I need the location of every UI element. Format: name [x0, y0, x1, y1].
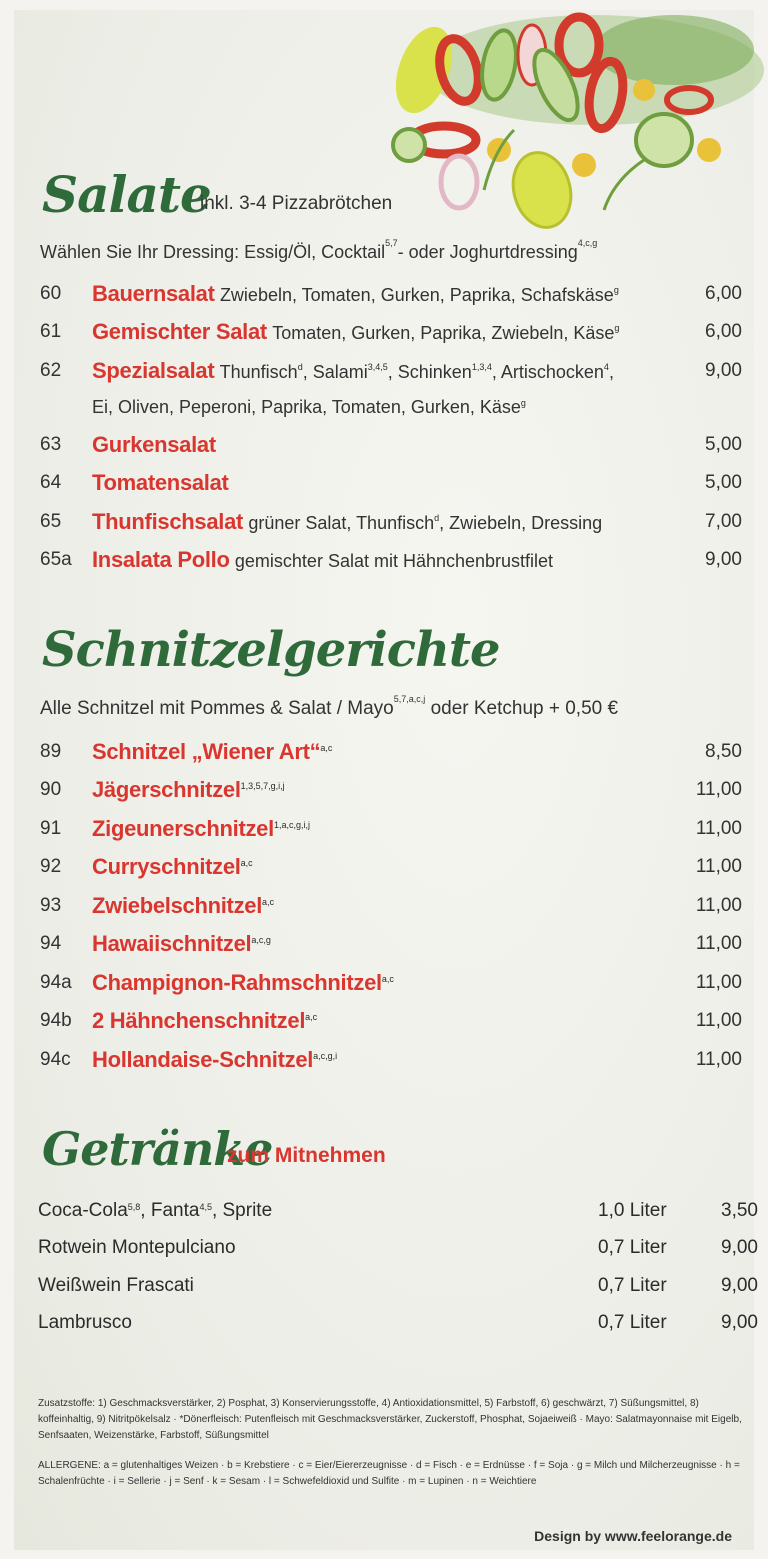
menu-item: 63 Gurkensalat 5,00 [40, 432, 742, 457]
salate-subtitle: inkl. 3-4 Pizzabrötchen [200, 193, 393, 214]
dressing-line: Wählen Sie Ihr Dressing: Essig/Öl, Cocktail$^{5,7}$- oder Joghurtdressing$^{4,c,g}$ [40, 238, 598, 262]
menu-item: 90 Jägerschnitzel$^{1,3,5,7,g,i,j}$ 11,00 [40, 777, 742, 802]
menu-item: 93 Zwiebelschnitzel$^{a,c}$ 11,00 [40, 893, 742, 918]
getraenke-subtitle: zum Mitnehmen [227, 1144, 386, 1167]
zusatzstoffe-note: Zusatzstoffe: 1) Geschmacksverstärker, 2) Posphat, 3) Konservierungsstoffe, 4) Antioxidationsmittel, 5) Farbstoff, 6) geschwärzt, 7) Süßungsmittel, 8) koffeinhaltig, 9) Nitritpökelsalz · *Dönerfleisch: Putenfleisch mit Geschmacksverstärker, Zuckerstoff, Phosphat, Sojaeiweiß · Mayo: Salatmayonnaise mit Eigelb, Senfsaaten, Weizenstärke, Farbstoff, Süßungsmittel [38, 1398, 742, 1441]
vegetables-illustration [344, 10, 764, 235]
menu-item: 92 Curryschnitzel$^{a,c}$ 11,00 [40, 854, 742, 879]
menu-item: 62 Spezialsalat Thunfisch$^d$, Salami$^{3,4,5}$, Schinken$^{1,3,4}$, Artischocken$^4$, 9,00 [40, 358, 742, 383]
menu-item: 65a Insalata Pollo gemischter Salat mit Hähnchenbrustfilet 9,00 [40, 547, 742, 572]
menu-item: 61 Gemischter Salat Tomaten, Gurken, Paprika, Zwiebeln, Käse$^g$ 6,00 [40, 319, 742, 344]
menu-item: 94 Hawaiischnitzel$^{a,c,g}$ 11,00 [40, 931, 742, 956]
drink-item: Lambrusco 0,7 Liter 9,00 [38, 1312, 758, 1333]
menu-item: 65 Thunfischsalat grüner Salat, Thunfisch$^d$, Zwiebeln, Dressing 7,00 [40, 509, 742, 534]
menu-item-continuation: Ei, Oliven, Peperoni, Paprika, Tomaten, Gurken, Käse$^g$ [92, 397, 526, 417]
menu-item: 94c Hollandaise-Schnitzel$^{a,c,g,i}$ 11,00 [40, 1047, 742, 1072]
menu-item: 60 Bauernsalat Zwiebeln, Tomaten, Gurken, Paprika, Schafskäse$^g$ 6,00 [40, 281, 742, 306]
drink-item: Rotwein Montepulciano 0,7 Liter 9,00 [38, 1237, 758, 1258]
getraenke-title: Getränke [42, 1122, 273, 1176]
allergene-note: ALLERGENE: a = glutenhaltiges Weizen · b = Krebstiere · c = Eier/Eiererzeugnisse · d = Fisch · e = Erdnüsse · f = Soja · g = Milch und Milcherzeugnisse · h = Schalenfrüchte · i = Sellerie · j = Senf · k = Sesam · l = Schwefeldioxid und Sulfite · m = Lupinen · n = Weichtiere [38, 1460, 740, 1487]
menu-item: 91 Zigeunerschnitzel$^{1,a,c,g,i,j}$ 11,00 [40, 816, 742, 841]
design-credit: Design by www.feelorange.de [534, 1528, 732, 1544]
menu-item: 94a Champignon-Rahmschnitzel$^{a,c}$ 11,00 [40, 970, 742, 995]
menu-item: 64 Tomatensalat 5,00 [40, 470, 742, 495]
schnitzel-title: Schnitzelgerichte [42, 622, 500, 678]
schnitzel-intro: Alle Schnitzel mit Pommes & Salat / Mayo$^{5,7,a,c,j}$ oder Ketchup + 0,50 € [40, 694, 619, 719]
menu-item: 94b 2 Hähnchenschnitzel$^{a,c}$ 11,00 [40, 1008, 742, 1033]
salate-title: Salate [42, 165, 211, 224]
menu-item: 89 Schnitzel „Wiener Art“$^{a,c}$ 8,50 [40, 739, 742, 764]
drink-item: Weißwein Frascati 0,7 Liter 9,00 [38, 1275, 758, 1296]
menu-page [14, 10, 758, 1550]
drink-item: Coca-Cola$^{5,8}$, Fanta$^{4,5}$, Sprite 1,0 Liter 3,50 [38, 1200, 758, 1221]
